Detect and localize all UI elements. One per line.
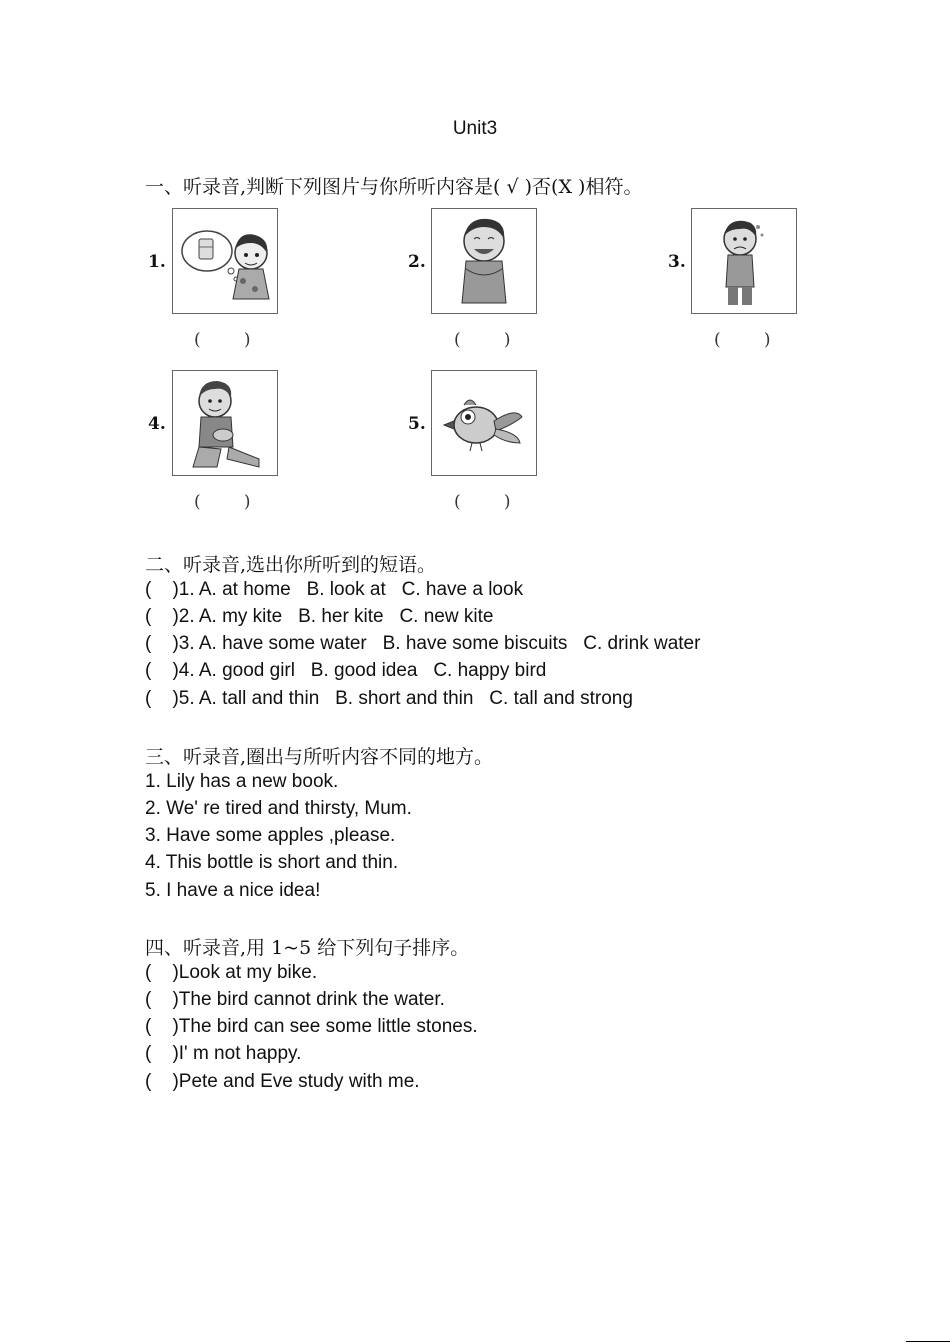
order-sentence-5: ( )Pete and Eve study with me.: [145, 1071, 420, 1092]
order-sentence-1: ( )Look at my bike.: [145, 962, 318, 983]
answer-blank-3[interactable]: ( ): [714, 330, 771, 350]
section-2-heading: 二、听录音,选出你所听到的短语。: [145, 554, 437, 576]
picture-boy-sitting: [172, 370, 278, 476]
picture-sad-boy: [691, 208, 797, 314]
phrase-question-4: ( )4. A. good girl B. good idea C. happy bird: [145, 660, 547, 681]
page-corner-mark: [906, 1341, 950, 1342]
picture-laughing-boy: [431, 208, 537, 314]
picture-number-3: 3.: [668, 252, 686, 272]
order-sentence-3: ( )The bird can see some little stones.: [145, 1016, 478, 1037]
answer-blank-1[interactable]: ( ): [194, 330, 251, 350]
phrase-question-5: ( )5. A. tall and thin B. short and thin C. tall and strong: [145, 688, 633, 709]
phrase-question-2: ( )2. A. my kite B. her kite C. new kite: [145, 606, 494, 627]
answer-blank-2[interactable]: ( ): [454, 330, 511, 350]
order-sentence-2: ( )The bird cannot drink the water.: [145, 989, 445, 1010]
section-4-heading: 四、听录音,用 1~5 给下列句子排序。: [145, 937, 470, 959]
picture-number-5: 5.: [408, 414, 426, 434]
picture-boy-thinking-of-water: [172, 208, 278, 314]
bird-icon: [432, 371, 536, 475]
sentence-5: 5. I have a nice idea!: [145, 880, 321, 901]
picture-number-1: 1.: [148, 252, 166, 272]
picture-bird: [431, 370, 537, 476]
answer-blank-5[interactable]: ( ): [454, 492, 511, 512]
page-title: Unit3: [452, 118, 498, 139]
sitting-boy-icon: [173, 371, 277, 475]
sentence-1: 1. Lily has a new book.: [145, 771, 339, 792]
phrase-question-3: ( )3. A. have some water B. have some biscuits C. drink water: [145, 633, 701, 654]
sentence-4: 4. This bottle is short and thin.: [145, 852, 399, 873]
section-1-heading: 一、听录音,判断下列图片与你所听内容是( √ )否(X )相符。: [145, 176, 643, 198]
picture-number-2: 2.: [408, 252, 426, 272]
laughing-boy-icon: [432, 209, 536, 313]
order-sentence-4: ( )I' m not happy.: [145, 1043, 302, 1064]
sentence-2: 2. We' re tired and thirsty, Mum.: [145, 798, 412, 819]
sentence-3: 3. Have some apples ,please.: [145, 825, 396, 846]
section-3-heading: 三、听录音,圈出与所听内容不同的地方。: [145, 746, 494, 768]
phrase-question-1: ( )1. A. at home B. look at C. have a look: [145, 579, 524, 600]
crying-boy-icon: [692, 209, 796, 313]
answer-blank-4[interactable]: ( ): [194, 492, 251, 512]
boy-thirsty-icon: [173, 209, 277, 313]
picture-number-4: 4.: [148, 414, 166, 434]
